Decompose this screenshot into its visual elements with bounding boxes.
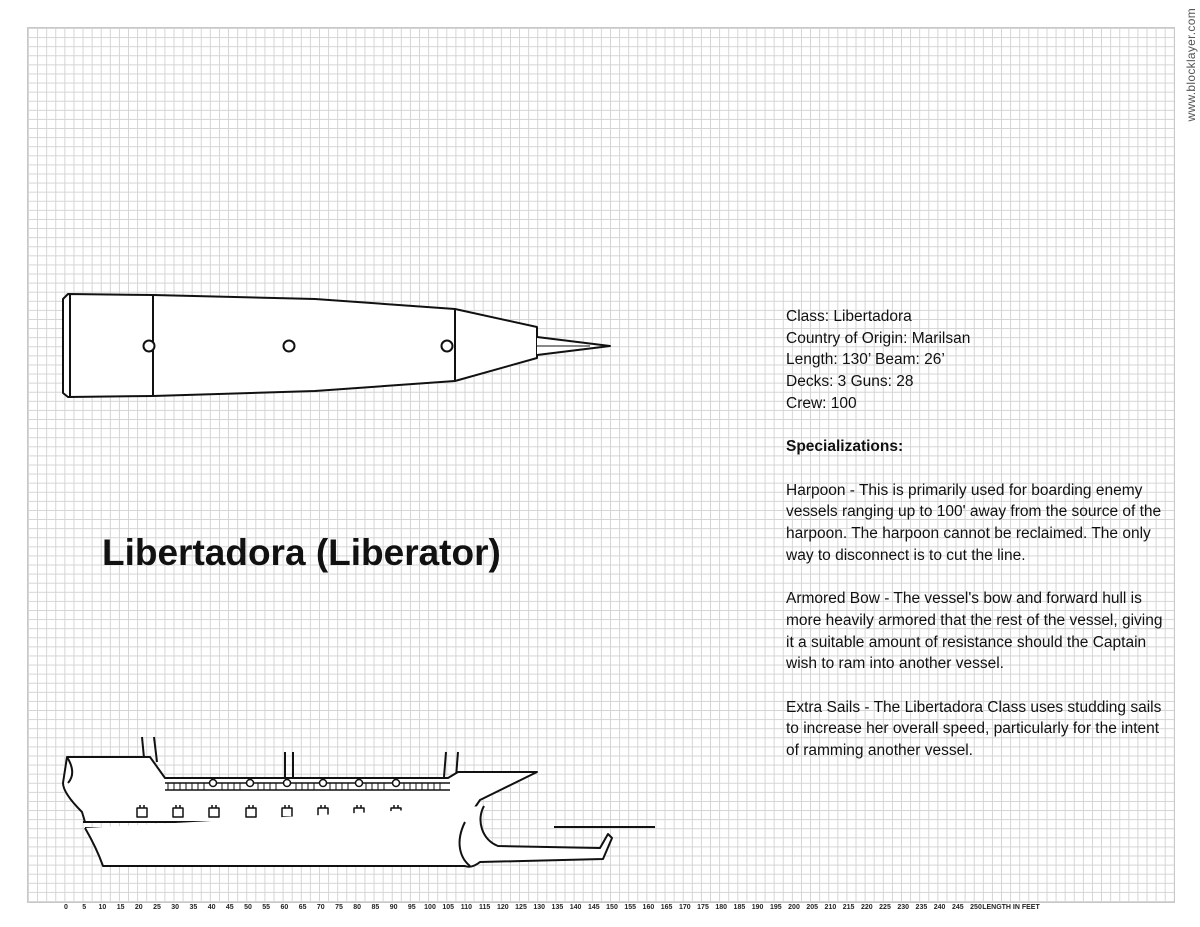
scale-tick-label: 210 bbox=[824, 904, 837, 911]
mast-stub bbox=[444, 752, 446, 777]
ship-title: Libertadora (Liberator) bbox=[102, 532, 501, 573]
scale-unit-label: LENGTH IN FEET bbox=[982, 904, 1040, 911]
spec-crew: Crew: 100 bbox=[786, 394, 857, 412]
scale-tick-label: 150 bbox=[606, 904, 618, 911]
specialization-armored-bow: Armored Bow - The vessel's bow and forward hull is more heavily armored that the rest of the vessel, giving it a suitable amount of resistance should the Captain wish to ram into another vessel. bbox=[786, 590, 1163, 673]
scale-tick-label: 50 bbox=[244, 904, 252, 911]
scale-tick-label: 20 bbox=[134, 904, 143, 911]
scale-tick-label: 235 bbox=[915, 904, 928, 911]
scale-tick-label: 165 bbox=[660, 904, 673, 911]
scale-tick-label: 135 bbox=[551, 904, 564, 911]
hull-outline-top bbox=[63, 294, 537, 397]
scale-tick-label: 215 bbox=[842, 904, 855, 911]
scale-tick-label: 90 bbox=[389, 904, 398, 911]
scale-tick-label: 35 bbox=[189, 904, 198, 911]
scale-tick-label: 220 bbox=[860, 904, 873, 911]
scale-tick-label: 145 bbox=[587, 904, 600, 911]
mast-circle bbox=[284, 341, 295, 352]
mast-stub bbox=[154, 737, 157, 762]
scale-tick-label: 115 bbox=[478, 904, 491, 911]
scale-tick-label: 200 bbox=[788, 904, 800, 911]
scale-tick-label: 100 bbox=[424, 904, 436, 911]
scale-tick-label: 230 bbox=[897, 904, 910, 911]
scale-tick-label: 105 bbox=[442, 904, 455, 911]
mast-circle bbox=[442, 341, 453, 352]
scale-tick-label: 195 bbox=[769, 904, 782, 911]
specialization-extra-sails: Extra Sails - The Libertadora Class uses studding sails to increase her overall speed, particularly for the intent of ramming another vessel. bbox=[786, 698, 1162, 759]
ship-top-view bbox=[63, 294, 610, 397]
scale-tick-label: 5 bbox=[82, 904, 87, 911]
length-scale bbox=[0, 904, 1200, 918]
scale-tick-label: 70 bbox=[316, 904, 325, 911]
ship-info-panel bbox=[786, 306, 1166, 762]
watermark: www.blocklayer.com bbox=[1184, 8, 1198, 122]
ship-side-view bbox=[63, 737, 655, 867]
scale-tick-label: 30 bbox=[171, 904, 180, 911]
scale-tick-label: 125 bbox=[515, 904, 527, 911]
scale-tick-label: 15 bbox=[116, 904, 125, 911]
specialization-harpoon: Harpoon - This is primarily used for boarding enemy vessels ranging up to 100' away from the source of the harpoon. The harpoon cannot be reclaimed. The only way to disconnect is to cut the line. bbox=[786, 481, 1162, 564]
scale-tick-label: 40 bbox=[207, 904, 216, 911]
scale-tick-label: 65 bbox=[298, 904, 307, 911]
scale-tick-label: 190 bbox=[751, 904, 764, 911]
scale-tick-label: 240 bbox=[933, 904, 946, 911]
scale-tick-label: 160 bbox=[642, 904, 655, 911]
scale-tick-label: 60 bbox=[280, 904, 289, 911]
scale-tick-label: 205 bbox=[806, 904, 819, 911]
scale-tick-label: 25 bbox=[153, 904, 161, 911]
scale-tick-label: 120 bbox=[496, 904, 509, 911]
scale-tick-label: 245 bbox=[951, 904, 964, 911]
scale-tick-label: 110 bbox=[460, 904, 473, 911]
scale-tick-label: 170 bbox=[678, 904, 691, 911]
specializations-heading: Specializations: bbox=[786, 438, 904, 456]
scale-tick-label: 250 bbox=[970, 904, 982, 911]
scale-tick-label: 140 bbox=[569, 904, 582, 911]
scale-tick-label: 185 bbox=[733, 904, 746, 911]
spec-origin: Country of Origin: Marilsan bbox=[786, 329, 971, 347]
scale-tick-label: 180 bbox=[715, 904, 728, 911]
spec-decks-guns: Decks: 3 Guns: 28 bbox=[786, 373, 914, 391]
scale-tick-label: 155 bbox=[624, 904, 637, 911]
scale-tick-label: 95 bbox=[407, 904, 416, 911]
spec-class: Class: Libertadora bbox=[786, 308, 912, 325]
scale-tick-label: 55 bbox=[262, 904, 271, 911]
scale-tick-label: 225 bbox=[879, 904, 891, 911]
scale-tick-label: 45 bbox=[225, 904, 234, 911]
scale-tick-label: 0 bbox=[64, 904, 68, 911]
scale-tick-label: 85 bbox=[371, 904, 380, 911]
spec-dimensions: Length: 130’ Beam: 26’ bbox=[786, 351, 945, 369]
scale-tick-label: 130 bbox=[533, 904, 546, 911]
scale-tick-label: 10 bbox=[98, 904, 107, 911]
mast-circle bbox=[144, 341, 155, 352]
scale-tick-label: 75 bbox=[335, 904, 343, 911]
scale-tick-label: 80 bbox=[353, 904, 362, 911]
mast-stub bbox=[142, 737, 144, 758]
scale-tick-label: 175 bbox=[697, 904, 709, 911]
